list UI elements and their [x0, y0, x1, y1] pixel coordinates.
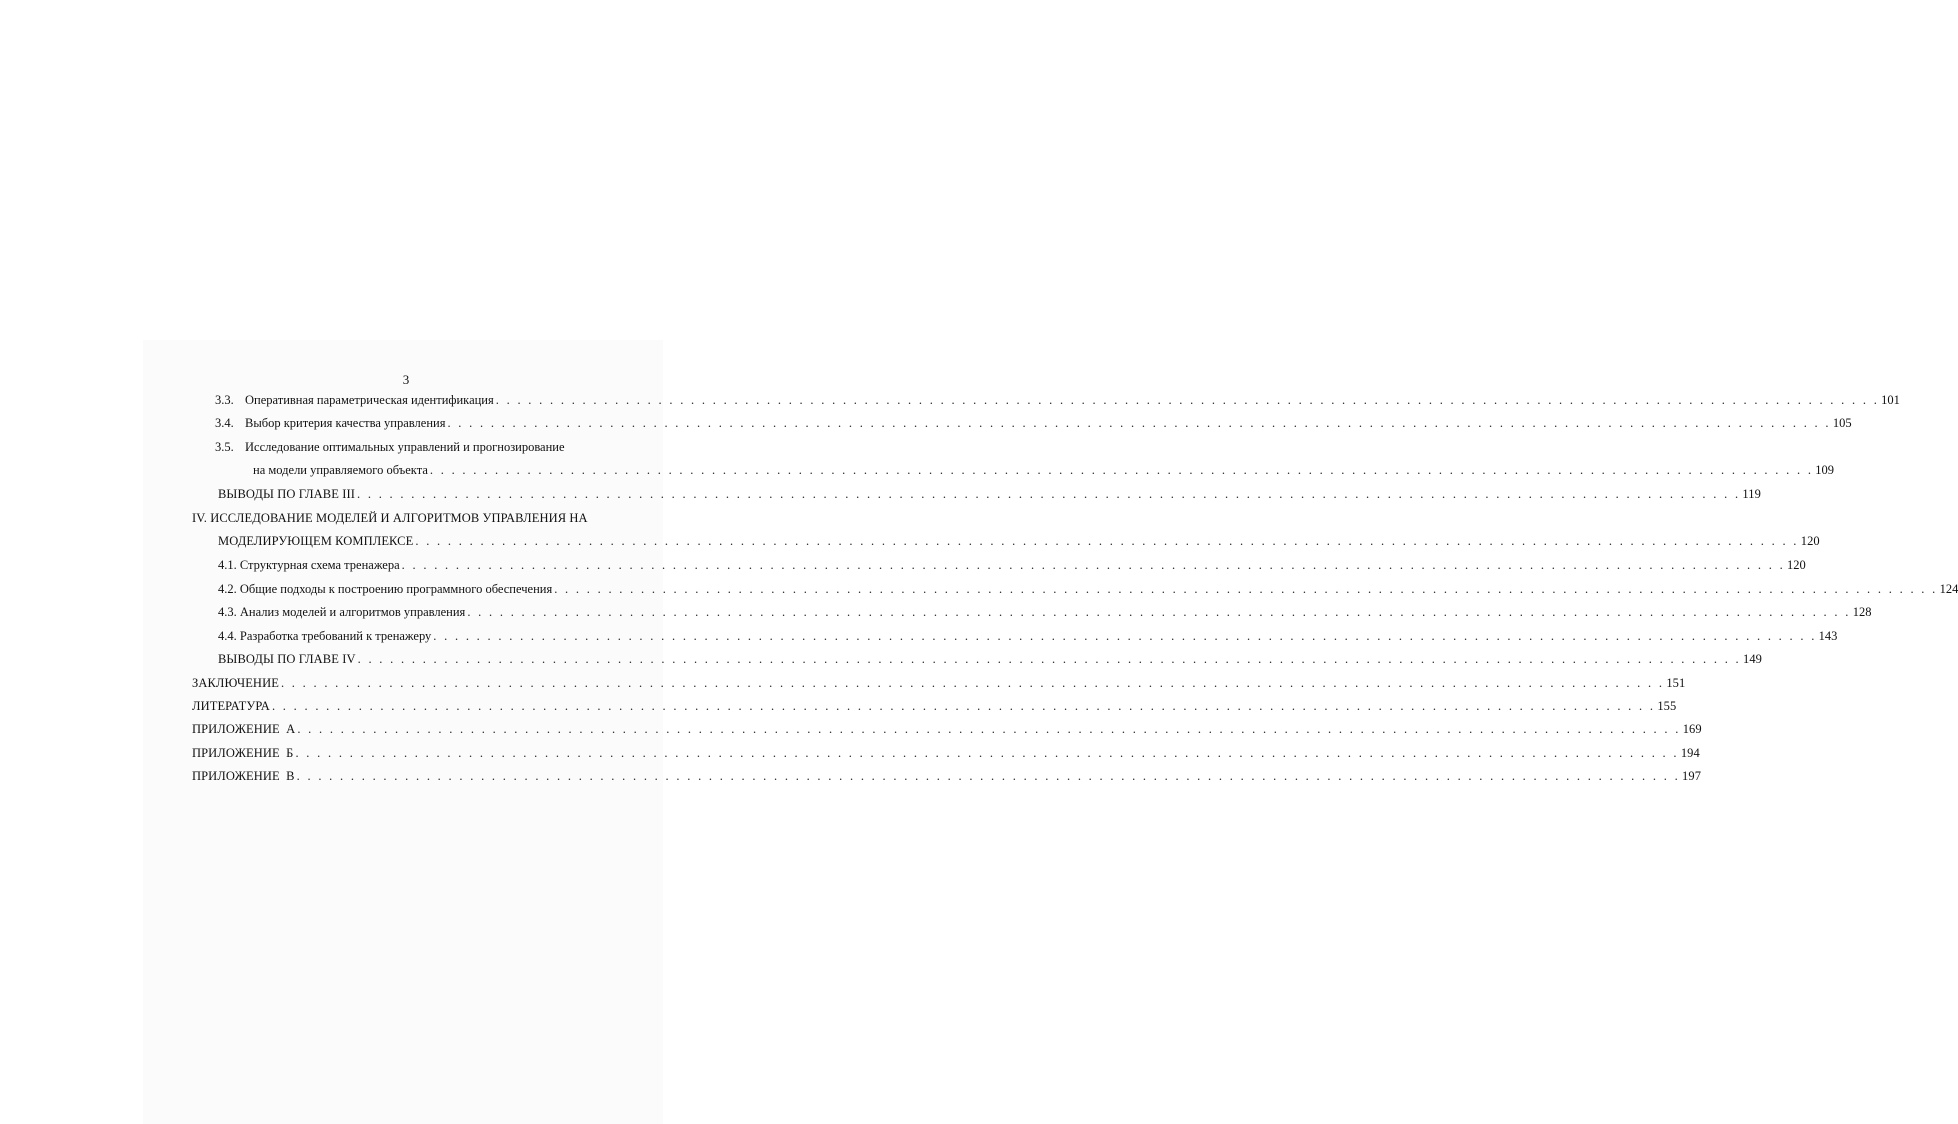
- toc-entry-title: 4.2. Общие подходы к построению программного обеспечения: [218, 582, 553, 596]
- toc-entry-page: 151: [1666, 676, 1686, 690]
- toc-entry-title: ПРИЛОЖЕНИЕ А: [192, 722, 296, 736]
- toc-entry-page: 120: [1800, 534, 1820, 548]
- toc-entry-page: 119: [1742, 487, 1761, 501]
- toc-entry-title: ВЫВОДЫ ПО ГЛАВЕ IV: [218, 652, 356, 666]
- toc-entry-page: 169: [1682, 722, 1702, 736]
- toc-entry-title: Исследование оптимальных управлений и прогнозирование: [245, 440, 565, 454]
- toc-entry-page: 194: [1680, 746, 1700, 760]
- toc-entry-appendix-b: [192, 744, 1700, 762]
- toc-entry-references: [192, 697, 1677, 715]
- toc-entry-title: 4.1. Структурная схема тренажера: [218, 558, 400, 572]
- dot-leader: . . . . . . . . . . . . . . . . . . . . . . . . . . . . . . . . . . . . . . . . . . . . . . . . . . . . . . . . . . . . . . . . . . . . . . . . . . . . . . . . . . . . . . . . . . . . . . . . . . . . . . . . . . . . . . . . . . . . . . . . . . . . . . . .: [467, 605, 1851, 619]
- dot-leader: . . . . . . . . . . . . . . . . . . . . . . . . . . . . . . . . . . . . . . . . . . . . . . . . . . . . . . . . . . . . . . . . . . . . . . . . . . . . . . . . . . . . . . . . . . . . . . . . . . . . . . . . . . . . . . . . . . . . . . . . . . . . . . . .: [415, 534, 1799, 548]
- toc-entry-3-5: [215, 438, 644, 456]
- toc-entry-title: ПРИЛОЖЕНИЕ Б: [192, 746, 294, 760]
- toc-entry-3-5-continuation: [253, 461, 1834, 479]
- toc-entry-title: IV. ИССЛЕДОВАНИЕ МОДЕЛЕЙ И АЛГОРИТМОВ УПРАВЛЕНИЯ НА: [192, 511, 588, 525]
- toc-entry-page: 143: [1818, 629, 1838, 643]
- toc-entry-title: ЛИТЕРАТУРА: [192, 699, 270, 713]
- dot-leader: . . . . . . . . . . . . . . . . . . . . . . . . . . . . . . . . . . . . . . . . . . . . . . . . . . . . . . . . . . . . . . . . . . . . . . . . . . . . . . . . . . . . . . . . . . . . . . . . . . . . . . . . . . . . . . . . . . . . . . . . . . . . . . . .: [429, 463, 1814, 477]
- toc-entry-page: 149: [1742, 652, 1763, 666]
- dot-leader: . . . . . . . . . . . . . . . . . . . . . . . . . . . . . . . . . . . . . . . . . . . . . . . . . . . . . . . . . . . . . . . . . . . . . . . . . . . . . . . . . . . . . . . . . . . . . . . . . . . . . . . . . . . . . . . . . . . . . . . . . . . . . . . .: [271, 699, 1656, 713]
- dot-leader: . . . . . . . . . . . . . . . . . . . . . . . . . . . . . . . . . . . . . . . . . . . . . . . . . . . . . . . . . . . . . . . . . . . . . . . . . . . . . . . . . . . . . . . . . . . . . . . . . . . . . . . . . . . . . . . . . . . . . . . . . . . . . . . .: [297, 722, 1681, 736]
- toc-entry-conclusions-chapter-4: [218, 650, 1763, 668]
- toc-entry-page: 105: [1832, 416, 1852, 430]
- toc-entry-number: 3.4.: [215, 416, 234, 430]
- dot-leader: . . . . . . . . . . . . . . . . . . . . . . . . . . . . . . . . . . . . . . . . . . . . . . . . . . . . . . . . . . . . . . . . . . . . . . . . . . . . . . . . . . . . . . . . . . . . . . . . . . . . . . . . . . . . . . . . . . . . . . . . . . . . . . . .: [280, 676, 1665, 690]
- toc-entry-title: 4.3. Анализ моделей и алгоритмов управления: [218, 605, 466, 619]
- toc-entry-title: Оперативная параметрическая идентификация: [245, 393, 494, 407]
- toc-entry-title: Выбор критерия качества управления: [245, 416, 446, 430]
- toc-entry-4-3: [218, 603, 1872, 621]
- toc-entry-4-4: [218, 627, 1838, 645]
- toc-entry-chapter-4: [192, 509, 642, 527]
- toc-entry-page: 155: [1657, 699, 1677, 713]
- toc-entry-page: 120: [1787, 558, 1806, 572]
- toc-entry-page: 124: [1939, 582, 1958, 596]
- toc-entry-title: 4.4. Разработка требований к тренажеру: [218, 629, 432, 643]
- dot-leader: . . . . . . . . . . . . . . . . . . . . . . . . . . . . . . . . . . . . . . . . . . . . . . . . . . . . . . . . . . . . . . . . . . . . . . . . . . . . . . . . . . . . . . . . . . . . . . . . . . . . . . . . . . . . . . . . . . . . . . . . . . . . . . . .: [495, 393, 1880, 407]
- toc-entry-number: 3.3.: [215, 393, 234, 407]
- toc-entry-conclusions-chapter-3: [218, 485, 1761, 503]
- toc-entry-page: 109: [1815, 463, 1834, 477]
- toc-entry-conclusion: [192, 674, 1686, 692]
- toc-entry-number: 3.5.: [215, 440, 234, 454]
- dot-leader: . . . . . . . . . . . . . . . . . . . . . . . . . . . . . . . . . . . . . . . . . . . . . . . . . . . . . . . . . . . . . . . . . . . . . . . . . . . . . . . . . . . . . . . . . . . . . . . . . . . . . . . . . . . . . . . . . . . . . . . . . . . . . . . .: [401, 558, 1786, 572]
- toc-entry-title: ВЫВОДЫ ПО ГЛАВЕ III: [218, 487, 355, 501]
- toc-entry-title: ЗАКЛЮЧЕНИЕ: [192, 676, 279, 690]
- toc-entry-title: на модели управляемого объекта: [253, 463, 428, 477]
- toc-entry-chapter-4-continuation: [218, 532, 1820, 550]
- dot-leader: . . . . . . . . . . . . . . . . . . . . . . . . . . . . . . . . . . . . . . . . . . . . . . . . . . . . . . . . . . . . . . . . . . . . . . . . . . . . . . . . . . . . . . . . . . . . . . . . . . . . . . . . . . . . . . . . . . . . . . . . . . . . . . . .: [295, 746, 1679, 760]
- dot-leader: . . . . . . . . . . . . . . . . . . . . . . . . . . . . . . . . . . . . . . . . . . . . . . . . . . . . . . . . . . . . . . . . . . . . . . . . . . . . . . . . . . . . . . . . . . . . . . . . . . . . . . . . . . . . . . . . . . . . . . . . . . . . . . . .: [357, 487, 1741, 501]
- toc-entry-page: 197: [1682, 769, 1702, 783]
- dot-leader: . . . . . . . . . . . . . . . . . . . . . . . . . . . . . . . . . . . . . . . . . . . . . . . . . . . . . . . . . . . . . . . . . . . . . . . . . . . . . . . . . . . . . . . . . . . . . . . . . . . . . . . . . . . . . . . . . . . . . . . . . . . . . . . .: [447, 416, 1831, 430]
- toc-entry-4-1: [218, 556, 1806, 574]
- dot-leader: . . . . . . . . . . . . . . . . . . . . . . . . . . . . . . . . . . . . . . . . . . . . . . . . . . . . . . . . . . . . . . . . . . . . . . . . . . . . . . . . . . . . . . . . . . . . . . . . . . . . . . . . . . . . . . . . . . . . . . . . . . . . . . . .: [296, 769, 1680, 783]
- toc-entry-page: 128: [1852, 605, 1872, 619]
- toc-entry-title: МОДЕЛИРУЮЩЕМ КОМПЛЕКСЕ: [218, 534, 414, 548]
- page-number: 3: [402, 372, 410, 387]
- toc-entry-page: 101: [1881, 393, 1900, 407]
- toc-entry-3-3: [215, 391, 1900, 409]
- dot-leader: . . . . . . . . . . . . . . . . . . . . . . . . . . . . . . . . . . . . . . . . . . . . . . . . . . . . . . . . . . . . . . . . . . . . . . . . . . . . . . . . . . . . . . . . . . . . . . . . . . . . . . . . . . . . . . . . . . . . . . . . . . . . . . . .: [433, 629, 1817, 643]
- dot-leader: . . . . . . . . . . . . . . . . . . . . . . . . . . . . . . . . . . . . . . . . . . . . . . . . . . . . . . . . . . . . . . . . . . . . . . . . . . . . . . . . . . . . . . . . . . . . . . . . . . . . . . . . . . . . . . . . . . . . . . . . . . . . . . . .: [554, 582, 1938, 596]
- toc-entry-appendix-a: [192, 720, 1702, 738]
- toc-entry-3-4: [215, 414, 1852, 432]
- toc-entry-4-2: [218, 580, 1958, 598]
- dot-leader: . . . . . . . . . . . . . . . . . . . . . . . . . . . . . . . . . . . . . . . . . . . . . . . . . . . . . . . . . . . . . . . . . . . . . . . . . . . . . . . . . . . . . . . . . . . . . . . . . . . . . . . . . . . . . . . . . . . . . . . . . . . . . . . .: [357, 652, 1741, 666]
- toc-entry-appendix-c: [192, 767, 1702, 785]
- toc-entry-title: ПРИЛОЖЕНИЕ В: [192, 769, 295, 783]
